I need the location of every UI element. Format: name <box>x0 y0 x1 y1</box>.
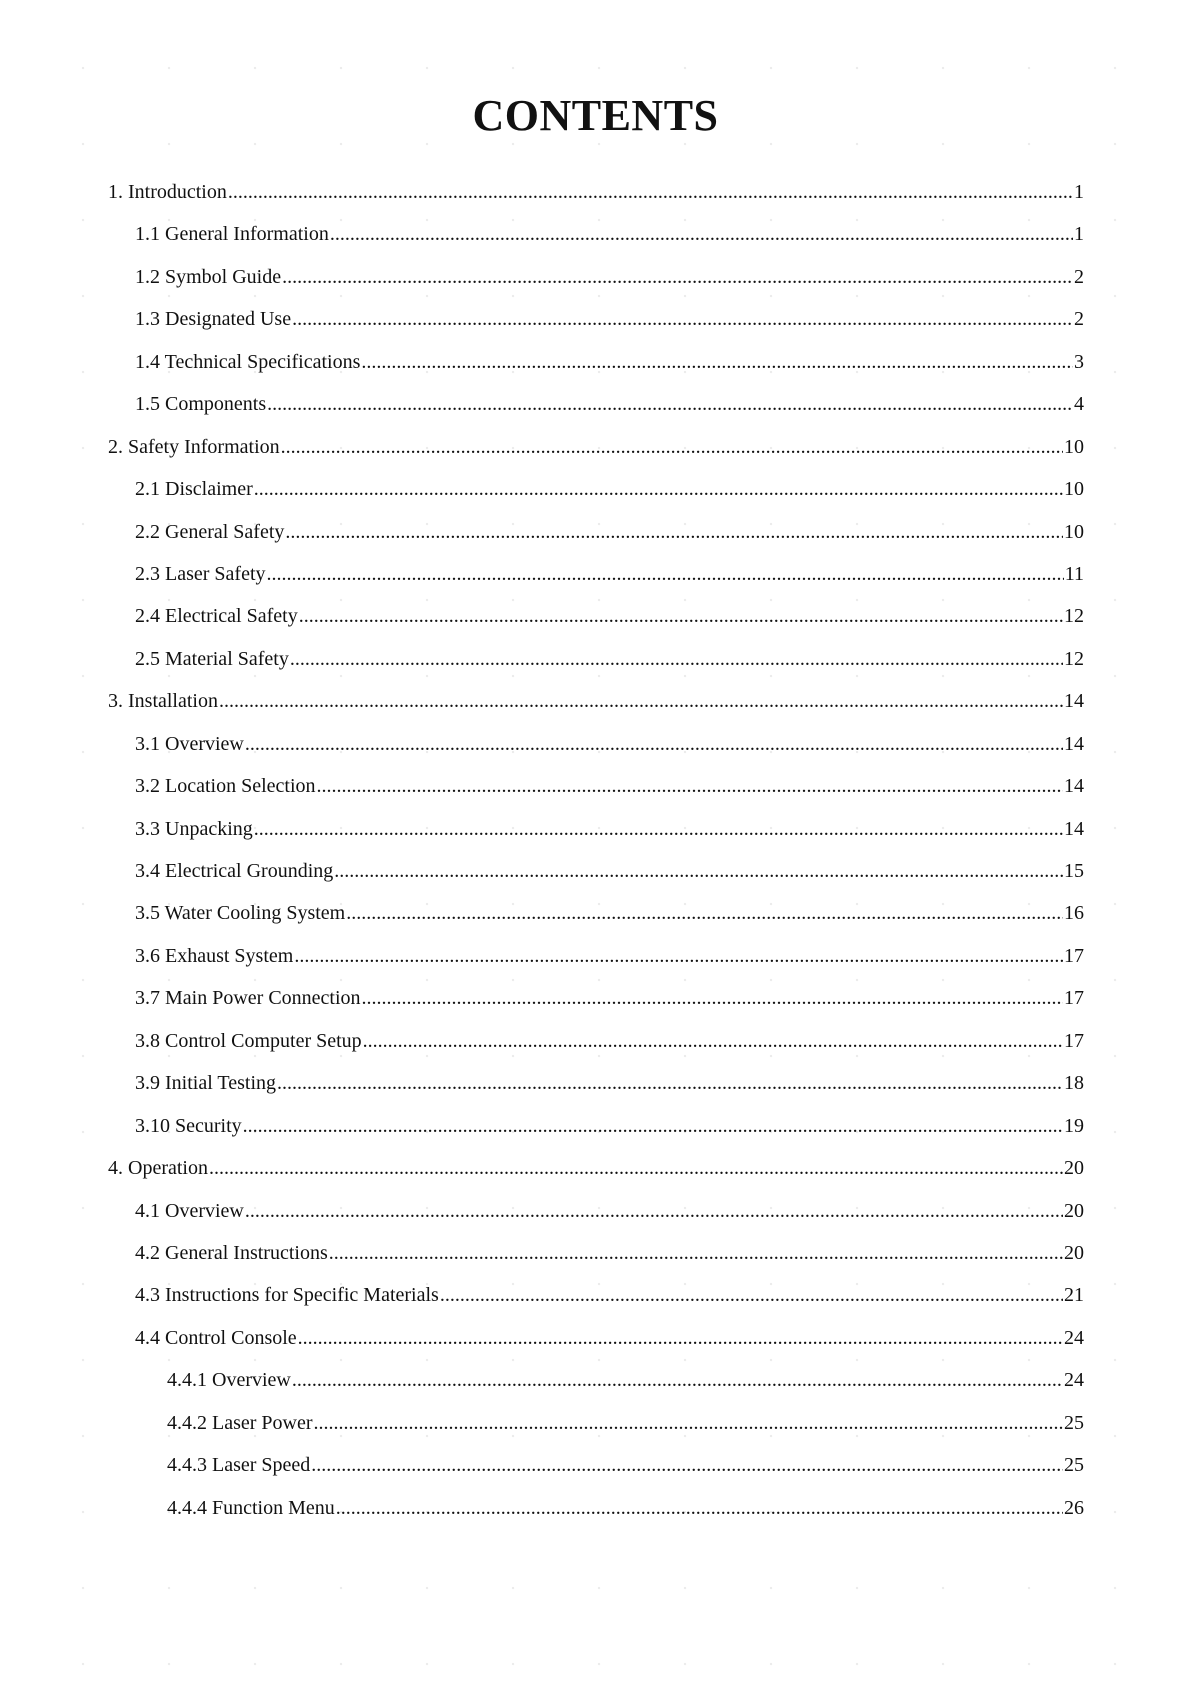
table-of-contents <box>0 180 1191 1538</box>
dot-leader <box>282 265 1073 289</box>
toc-entry-page-number: 26 <box>1064 1496 1084 1519</box>
toc-entry[interactable] <box>135 1241 1084 1283</box>
toc-entry-label: 3.5 Water Cooling System <box>135 902 346 925</box>
dot-leader <box>245 1199 1063 1223</box>
dot-leader <box>346 901 1063 925</box>
toc-entry[interactable] <box>108 1156 1084 1198</box>
toc-entry-page-number: 24 <box>1064 1369 1084 1392</box>
toc-entry-label: 4.1 Overview <box>135 1199 244 1222</box>
toc-entry-page-number: 10 <box>1064 478 1084 501</box>
toc-entry[interactable] <box>135 1283 1084 1325</box>
toc-entry-label: 3.2 Location Selection <box>135 775 316 798</box>
toc-entry-label: 4. Operation <box>108 1157 208 1180</box>
dot-leader <box>362 986 1063 1010</box>
toc-entry[interactable] <box>135 1071 1084 1113</box>
toc-entry-label: 3.7 Main Power Connection <box>135 987 361 1010</box>
dot-leader <box>267 562 1064 586</box>
toc-entry-label: 4.4.4 Function Menu <box>167 1496 335 1519</box>
toc-entry-page-number: 21 <box>1064 1284 1084 1307</box>
toc-entry-label: 1.5 Components <box>135 393 267 416</box>
toc-entry-label: 3.1 Overview <box>135 732 244 755</box>
dot-leader <box>219 689 1063 713</box>
toc-entry[interactable] <box>135 307 1084 349</box>
toc-entry[interactable] <box>167 1368 1084 1410</box>
dot-leader <box>299 604 1063 628</box>
toc-entry[interactable] <box>135 1029 1084 1071</box>
toc-entry-page-number: 17 <box>1064 987 1084 1010</box>
toc-entry-page-number: 14 <box>1064 817 1084 840</box>
dot-leader <box>254 477 1063 501</box>
toc-entry[interactable] <box>135 477 1084 519</box>
toc-entry[interactable] <box>135 265 1084 307</box>
toc-entry-page-number: 2 <box>1074 308 1084 331</box>
toc-entry-page-number: 20 <box>1064 1157 1084 1180</box>
toc-entry-page-number: 15 <box>1064 860 1084 882</box>
toc-entry[interactable] <box>135 562 1084 604</box>
toc-entry-page-number: 14 <box>1064 690 1084 713</box>
toc-entry-label: 2.4 Electrical Safety <box>135 605 298 628</box>
toc-entry-label: 3.10 Security <box>135 1114 242 1137</box>
dot-leader <box>254 817 1063 841</box>
dot-leader <box>228 180 1073 204</box>
toc-entry[interactable] <box>135 944 1084 986</box>
toc-entry-label: 3. Installation <box>108 690 218 713</box>
toc-entry-page-number: 16 <box>1064 902 1084 925</box>
toc-entry[interactable] <box>167 1453 1084 1495</box>
toc-entry[interactable] <box>167 1496 1084 1538</box>
toc-entry-page-number: 25 <box>1064 1411 1084 1434</box>
toc-entry-page-number: 24 <box>1064 1326 1084 1349</box>
dot-leader <box>245 732 1063 756</box>
toc-entry-label: 3.4 Electrical Grounding <box>135 860 334 882</box>
toc-entry-label: 1.4 Technical Specifications <box>135 350 361 373</box>
toc-entry[interactable] <box>135 859 1084 901</box>
dot-leader <box>292 307 1073 331</box>
toc-entry-page-number: 17 <box>1064 944 1084 967</box>
dot-leader <box>290 647 1063 671</box>
toc-entry[interactable] <box>135 732 1084 774</box>
toc-entry[interactable] <box>135 1326 1084 1368</box>
dot-leader <box>329 1241 1063 1265</box>
toc-entry-label: 2.1 Disclaimer <box>135 478 253 501</box>
toc-entry-page-number: 1 <box>1074 223 1084 246</box>
toc-entry-page-number: 20 <box>1064 1199 1084 1222</box>
toc-entry-page-number: 10 <box>1064 435 1084 458</box>
dot-leader <box>209 1156 1063 1180</box>
toc-entry-page-number: 10 <box>1064 520 1084 543</box>
dot-leader <box>292 1368 1063 1392</box>
toc-entry[interactable] <box>167 1411 1084 1453</box>
toc-entry-label: 1. Introduction <box>108 181 227 203</box>
toc-entry-page-number: 4 <box>1074 393 1084 416</box>
page-title: CONTENTS <box>472 91 719 140</box>
toc-entry-label: 2.5 Material Safety <box>135 647 289 670</box>
dot-leader <box>281 435 1063 459</box>
dot-leader <box>440 1283 1063 1307</box>
toc-entry-label: 4.4.1 Overview <box>167 1369 291 1392</box>
toc-entry[interactable] <box>108 689 1084 731</box>
toc-entry[interactable] <box>108 180 1084 222</box>
toc-entry[interactable] <box>135 1199 1084 1241</box>
toc-entry[interactable] <box>135 392 1084 434</box>
toc-entry-label: 4.3 Instructions for Specific Materials <box>135 1284 439 1307</box>
dot-leader <box>336 1496 1063 1520</box>
toc-entry-page-number: 19 <box>1064 1114 1084 1137</box>
toc-entry[interactable] <box>135 350 1084 392</box>
toc-entry-page-number: 20 <box>1064 1241 1084 1264</box>
dot-leader <box>277 1071 1063 1095</box>
toc-entry[interactable] <box>135 222 1084 264</box>
toc-entry-page-number: 12 <box>1064 605 1084 628</box>
toc-entry-label: 4.4.3 Laser Speed <box>167 1454 311 1477</box>
toc-entry-page-number: 1 <box>1074 181 1084 203</box>
toc-entry-label: 1.3 Designated Use <box>135 308 292 331</box>
toc-entry-label: 4.4.2 Laser Power <box>167 1411 313 1434</box>
dot-leader <box>330 222 1073 246</box>
toc-entry-label: 3.8 Control Computer Setup <box>135 1029 362 1052</box>
dot-leader <box>243 1114 1063 1138</box>
toc-entry-page-number: 2 <box>1074 265 1084 288</box>
dot-leader <box>267 392 1073 416</box>
toc-entry-label: 2.2 General Safety <box>135 520 285 543</box>
toc-entry-label: 3.6 Exhaust System <box>135 944 294 967</box>
toc-entry-page-number: 3 <box>1074 350 1084 373</box>
dot-leader <box>334 859 1063 883</box>
toc-entry[interactable] <box>135 774 1084 816</box>
toc-entry-label: 4.2 General Instructions <box>135 1241 328 1264</box>
toc-entry-label: 4.4 Control Console <box>135 1326 297 1349</box>
toc-entry[interactable] <box>108 435 1084 477</box>
toc-entry-label: 2.3 Laser Safety <box>135 562 266 585</box>
toc-entry-page-number: 25 <box>1064 1454 1084 1477</box>
dot-leader <box>298 1326 1063 1350</box>
dot-leader <box>317 774 1063 798</box>
dot-leader <box>363 1029 1063 1053</box>
toc-entry-page-number: 17 <box>1064 1029 1084 1052</box>
toc-entry-label: 3.9 Initial Testing <box>135 1072 276 1095</box>
toc-entry-page-number: 11 <box>1064 562 1084 585</box>
toc-entry-label: 1.1 General Information <box>135 223 329 246</box>
toc-entry-page-number: 12 <box>1064 647 1084 670</box>
toc-entry-label: 2. Safety Information <box>108 435 280 458</box>
dot-leader <box>285 520 1063 544</box>
toc-entry[interactable] <box>135 986 1084 1028</box>
toc-entry-label: 1.2 Symbol Guide <box>135 265 282 288</box>
dot-leader <box>311 1453 1063 1477</box>
dot-leader <box>361 350 1073 374</box>
toc-entry[interactable] <box>135 901 1084 943</box>
toc-entry[interactable] <box>135 817 1084 859</box>
toc-entry[interactable] <box>135 1114 1084 1156</box>
toc-entry-label: 3.3 Unpacking <box>135 817 253 840</box>
toc-entry-page-number: 14 <box>1064 775 1084 798</box>
toc-entry[interactable] <box>135 604 1084 646</box>
toc-entry-page-number: 18 <box>1064 1072 1084 1095</box>
toc-entry[interactable] <box>135 520 1084 562</box>
dot-leader <box>294 944 1063 968</box>
toc-entry[interactable] <box>135 647 1084 689</box>
toc-entry-page-number: 14 <box>1064 732 1084 755</box>
dot-leader <box>314 1411 1063 1435</box>
